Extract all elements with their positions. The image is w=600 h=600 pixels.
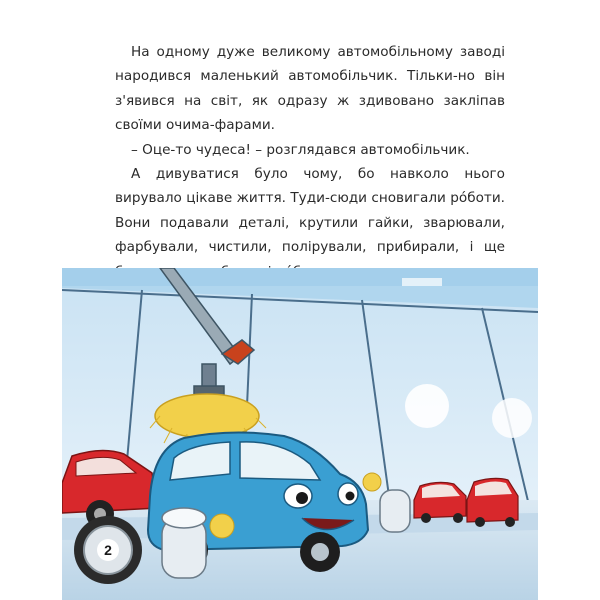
page-number: 2 — [104, 542, 112, 558]
story-paragraph-3: А дивуватися було чому, бо навколо нього вирувало цікаве життя. Туди-сюди сновигали рóботи. Вони подавали деталі, крутили гайки, зварювали, фарбували, чистили, полірували, прибирали, і ще — [115, 166, 505, 256]
red-car-right-1 — [414, 482, 466, 523]
story-text — [115, 40, 505, 284]
story-paragraph-1: На одному дуже великому автомобільному заводі народився маленький автомобільчик. Тільки-но він з'явився на світ, як одразу ж здивовано заклiпав своїми очима-фарами. — [115, 44, 505, 134]
red-car-right-2 — [467, 478, 518, 527]
factory-illustration — [62, 268, 538, 600]
story-paragraph-2: – Оце-то чудеса! – розглядався автомобільчик. — [131, 141, 470, 158]
